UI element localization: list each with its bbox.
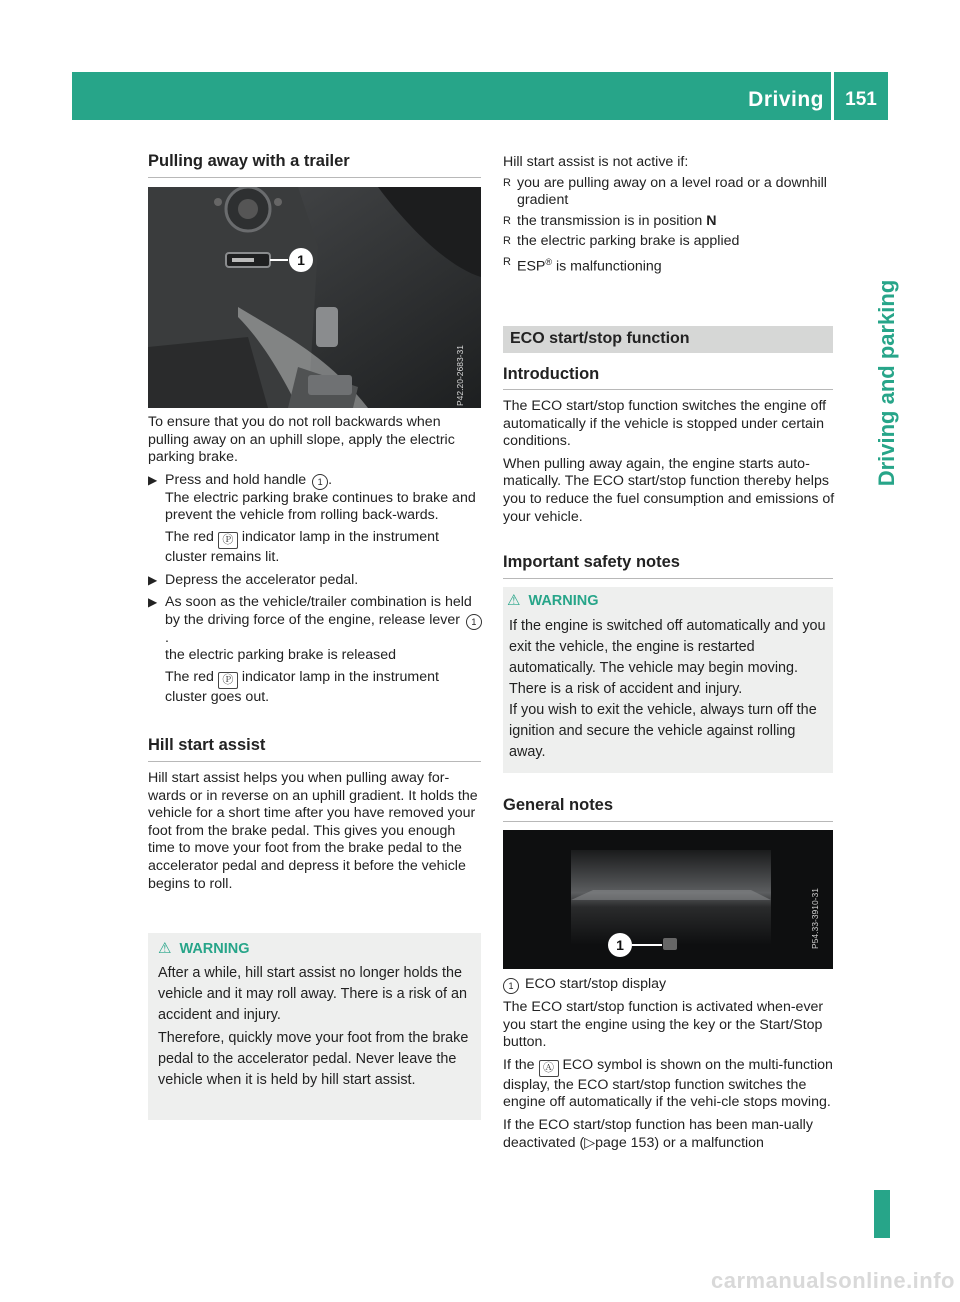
eco-section-bar bbox=[503, 326, 833, 353]
step-3-lamp-note: The red Ⓟ indicator lamp in the instrument cluster goes out. bbox=[165, 668, 439, 705]
warning-text-1: After a while, hill start assist no longer holds the vehicle and it may roll away. There is a risk of an accident and injury. bbox=[158, 965, 467, 1023]
step-1 bbox=[148, 472, 482, 567]
section-title-hill-start: Hill start assist bbox=[148, 736, 266, 754]
warning-triangle-icon: ⚠ bbox=[158, 940, 172, 957]
bullet-item: R ESP® is malfunctioning bbox=[503, 255, 662, 275]
bullet-icon: R bbox=[503, 214, 511, 227]
photo-callout-1: 1 bbox=[289, 248, 313, 272]
general-p3: If the ECO start/stop function has been man-ually deactivated (▷page 153) or a malfunction bbox=[503, 1116, 813, 1151]
general-p1: The ECO start/stop function is activated when-ever you start the engine using the key or the Start/Stop button. bbox=[503, 999, 824, 1051]
introduction-title: Introduction bbox=[503, 365, 600, 383]
watermark: carmanualsonline.info bbox=[711, 1268, 955, 1293]
bullet-item: R you are pulling away on a level road or a downhill gradient bbox=[503, 174, 827, 209]
section-title-pulling-away: Pulling away with a trailer bbox=[148, 152, 350, 170]
side-tab-label: Driving and parking bbox=[874, 279, 899, 487]
side-tab-marker bbox=[874, 1190, 890, 1238]
photo-drawing bbox=[503, 830, 833, 969]
step-2-text: Depress the accelerator pedal. bbox=[165, 571, 359, 588]
photo-caption: 1 ECO start/stop display bbox=[503, 976, 835, 994]
warning-box-eco bbox=[503, 587, 833, 773]
side-tab bbox=[872, 260, 902, 510]
general-notes-block bbox=[503, 976, 835, 1152]
warning-text-2: Therefore, quickly move your foot from the brake pedal to the accelerator pedal. Never leave the vehicle when it is held by hill start assist. bbox=[158, 1030, 469, 1088]
callout-1-icon: 1 bbox=[312, 474, 328, 490]
bullet-icon: R bbox=[503, 176, 511, 189]
step-1-text: Press and hold handle 1 . bbox=[165, 471, 333, 488]
step-arrow-icon: ▶ bbox=[148, 572, 158, 587]
intro-block bbox=[503, 398, 835, 526]
not-active-intro: Hill start assist is not active if: bbox=[503, 154, 689, 170]
chapter-title: Driving bbox=[748, 88, 824, 111]
section-rule bbox=[503, 389, 833, 390]
general-notes-title: General notes bbox=[503, 796, 614, 814]
warning-heading: ⚠ WARNING bbox=[158, 940, 250, 957]
photo-code: P54.33-3910-31 bbox=[810, 888, 820, 949]
parking-brake-lamp-icon: Ⓟ bbox=[218, 532, 238, 549]
page-reference-arrow-icon: ▷ bbox=[584, 1134, 596, 1151]
not-active-block bbox=[503, 154, 835, 276]
warning-box-hill-start bbox=[148, 933, 481, 1120]
photo-parking-brake-handle bbox=[148, 187, 481, 408]
warning-heading: ⚠ WARNING bbox=[507, 592, 599, 609]
intro-p2: When pulling away again, the engine starts auto-matically. The ECO start/stop function thereby helps you to reduce the fuel consumption and emissions of your vehicle. bbox=[503, 455, 835, 525]
section-rule bbox=[148, 761, 481, 762]
intro-p1: The ECO start/stop function switches the engine off automatically if the vehicle is stopped under certain conditions. bbox=[503, 398, 827, 450]
hill-start-paragraph: Hill start assist helps you when pulling away for-wards or in reverse on an uphill gradient. It holds the vehicle for a short time after you have removed your foot from the brake pedal. This gives you enough time to move your foot from the brake pedal to the accelerator pedal and depress it before the vehicle begins to roll. bbox=[148, 770, 478, 892]
bullet-icon: R bbox=[503, 235, 511, 248]
step-1-result: The electric parking brake continues to brake and prevent the vehicle from rolling back-wards. bbox=[165, 489, 476, 524]
step-2 bbox=[148, 572, 482, 590]
intro-paragraph: To ensure that you do not roll backwards when pulling away on an uphill slope, apply the electric parking brake. bbox=[148, 414, 455, 466]
parking-brake-lamp-icon: Ⓟ bbox=[218, 672, 238, 689]
callout-1-icon: 1 bbox=[466, 614, 482, 630]
page-number: 151 bbox=[845, 89, 877, 110]
warning-triangle-icon: ⚠ bbox=[507, 592, 521, 609]
general-p2: If the Ⓐ ECO symbol is shown on the multi-function display, the ECO start/stop function switches the engine off automatically if the vehi-cle stops moving. bbox=[503, 1056, 833, 1111]
photo-eco-display bbox=[503, 830, 833, 969]
page-reference-link[interactable]: page 153) or a malfunction bbox=[595, 1134, 764, 1151]
section-rule bbox=[148, 177, 481, 178]
step-3 bbox=[148, 594, 482, 706]
bullet-item: R the electric parking brake is applied bbox=[503, 233, 740, 250]
step-arrow-icon: ▶ bbox=[148, 595, 158, 610]
step-1-lamp-note: The red Ⓟ indicator lamp in the instrument cluster remains lit. bbox=[165, 528, 439, 565]
warning-text-1: If the engine is switched off automatically and you exit the vehicle, the engine is restarted automatically. The vehicle may begin moving. There is a risk of accident and injury. bbox=[509, 618, 826, 697]
photo-callout-1: 1 bbox=[608, 933, 632, 957]
section-rule bbox=[503, 578, 833, 579]
callout-line bbox=[632, 944, 662, 946]
bullet-icon: R bbox=[503, 255, 511, 268]
left-body bbox=[148, 414, 482, 707]
header-separator bbox=[831, 72, 834, 120]
callout-1-icon: 1 bbox=[503, 978, 519, 994]
step-arrow-icon: ▶ bbox=[148, 472, 158, 487]
section-rule bbox=[503, 821, 833, 822]
eco-symbol-icon: Ⓐ bbox=[539, 1060, 559, 1077]
eco-section-title: ECO start/stop function bbox=[510, 330, 690, 347]
safety-title: Important safety notes bbox=[503, 553, 680, 571]
bullet-item: R the transmission is in position N bbox=[503, 212, 717, 229]
photo-code: P42.20-2683-31 bbox=[455, 345, 465, 406]
photo-drawing bbox=[148, 187, 481, 408]
step-3-result: the electric parking brake is released bbox=[165, 647, 397, 664]
step-3-text: As soon as the vehicle/trailer combination is held by the driving force of the engine, release lever 1. bbox=[165, 594, 482, 647]
warning-text-2: If you wish to exit the vehicle, always turn off the ignition and secure the vehicle against rolling away. bbox=[509, 702, 817, 760]
